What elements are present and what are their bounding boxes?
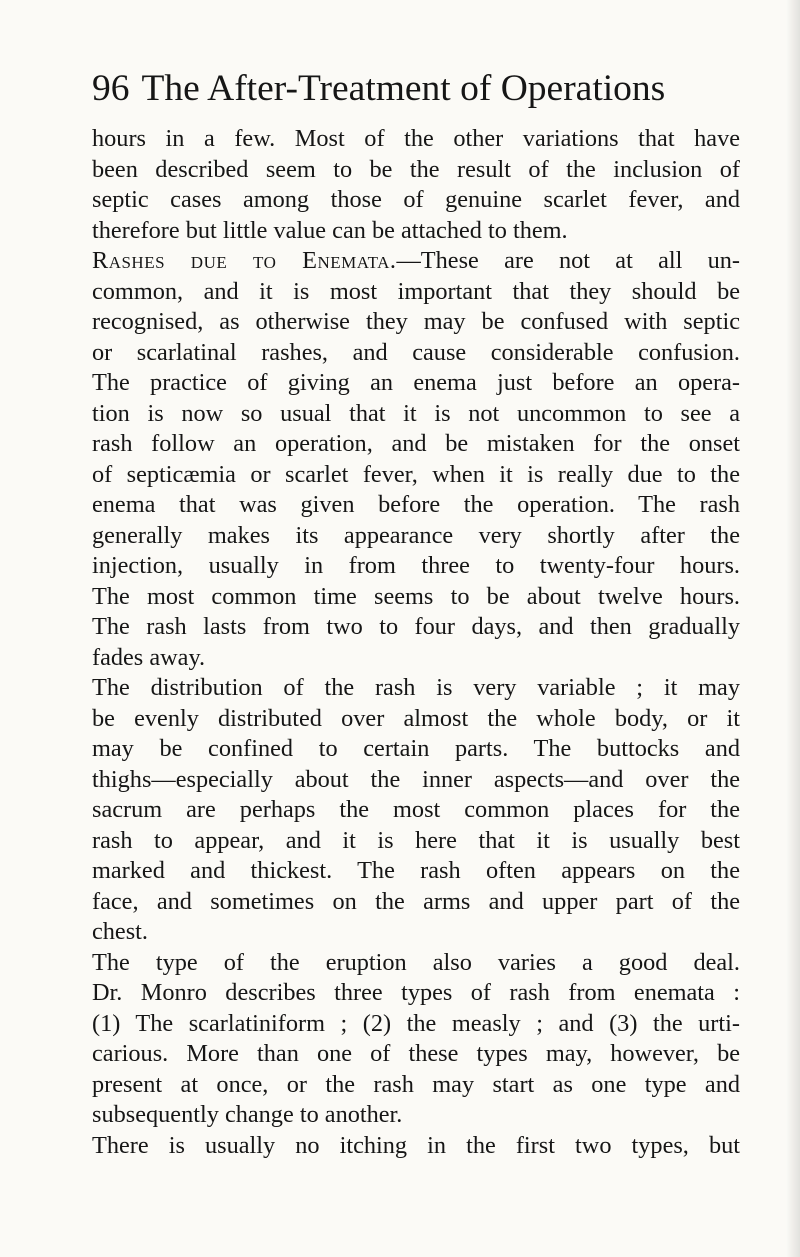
text-line: recognised, as otherwise they may be confused with septic — [92, 308, 740, 335]
text-line: been described seem to be the result of the inclusion of — [92, 155, 740, 183]
text-line: or scarlatinal rashes, and cause considerable confusion. — [92, 338, 740, 366]
text-line: may be confined to certain parts. The buttocks and — [92, 735, 740, 762]
text-line: sacrum are perhaps the most common places for the — [92, 796, 740, 823]
body-text — [92, 124, 740, 1161]
text-line: generally makes its appearance very shortly after the — [92, 521, 740, 549]
text-line: face, and sometimes on the arms and upper part of the — [92, 887, 740, 915]
section-start-line — [92, 246, 740, 277]
text-line: subsequently change to another. — [92, 1101, 403, 1128]
text-line: rash follow an operation, and be mistaken for the onset — [92, 430, 740, 457]
text-line: hours in a few. Most of the other variations that have — [92, 125, 740, 152]
text-line: The rash lasts from two to four days, and then gradually — [92, 613, 740, 640]
text-line: be evenly distributed over almost the whole body, or it — [92, 704, 740, 732]
text-line: (1) The scarlatiniform ; (2) the measly ; and (3) the urti- — [92, 1009, 740, 1037]
text-line: There is usually no itching in the first two types, but — [92, 1131, 740, 1159]
text-line: present at once, or the rash may start as one type and — [92, 1070, 740, 1098]
text-line: carious. More than one of these types may, however, be — [92, 1040, 740, 1067]
text-line: rash to appear, and it is here that it is usually best — [92, 826, 740, 854]
text-line: common, and it is most important that they should be — [92, 277, 740, 305]
text-line: tion is now so usual that it is not uncommon to see a — [92, 399, 740, 427]
text-line: chest. — [92, 918, 148, 945]
text-line: injection, usually in from three to twenty-four hours. — [92, 552, 740, 579]
text-line: The most common time seems to be about twelve hours. — [92, 582, 740, 610]
text-line: enema that was given before the operation. The rash — [92, 491, 740, 518]
text-line: Dr. Monro describes three types of rash from enemata : — [92, 979, 740, 1006]
text-line: of septicæmia or scarlet fever, when it is really due to the — [92, 460, 740, 488]
text-line: marked and thickest. The rash often appears on the — [92, 857, 740, 884]
running-header — [92, 62, 732, 116]
text-line: septic cases among those of genuine scarlet fever, and — [92, 186, 740, 213]
text-line: The distribution of the rash is very variable ; it may — [92, 674, 740, 701]
section-heading-continuation: —These are not at all un- — [396, 247, 740, 274]
text-line: The type of the eruption also varies a good deal. — [92, 948, 740, 976]
running-title: The After-Treatment of Operations — [141, 68, 666, 109]
text-line: fades away. — [92, 643, 206, 671]
text-line: therefore but little value can be attached to them. — [92, 216, 568, 244]
text-line: thighs—especially about the inner aspects—and over the — [92, 765, 740, 793]
section-heading: Rashes due to Enemata. — [92, 247, 397, 274]
text-line: The practice of giving an enema just before an opera- — [92, 369, 740, 396]
page-edge-shadow — [786, 0, 800, 1257]
page-number: 96 — [92, 68, 130, 109]
